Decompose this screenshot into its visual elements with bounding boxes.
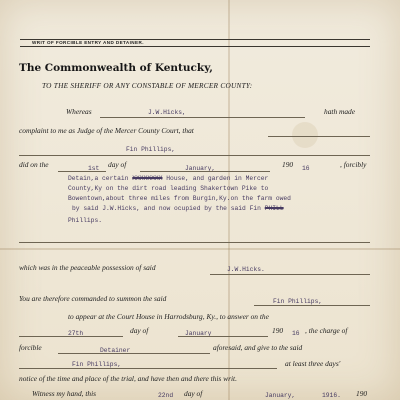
label-complaint: complaint to me as Judge of the Mercer County Court, that: [19, 126, 194, 135]
blank-complainant: [100, 117, 305, 118]
label-did-on-the: did on the: [19, 160, 49, 169]
blank-month: [140, 171, 270, 172]
field-hearing-month: January: [185, 330, 212, 337]
label-summon: You are therefore commanded to summon the said: [19, 294, 167, 303]
label-forcibly: , forcibly: [340, 160, 367, 169]
field-complainant: J.W.Hicks,: [148, 109, 186, 116]
field-year-suffix: 16: [302, 165, 310, 172]
label-possession: which was in the peaceable possession of said: [19, 263, 156, 272]
field-possessor: J.W.Hicks.: [227, 266, 265, 273]
form-caption: WRIT OF FORCIBLE ENTRY AND DETAINER.: [32, 39, 144, 45]
field-witness-month: January,: [265, 392, 296, 399]
description-line-2: County,Ky on the dirt road leading Shakertown Pike to: [68, 185, 269, 192]
field-month: January,: [185, 165, 216, 172]
label-day-of: day of: [108, 160, 127, 169]
field-notify: Fin Phillips,: [72, 361, 122, 368]
label-aforesaid: aforesaid, and give to the said: [213, 343, 303, 352]
blank-hearing-day: [19, 336, 123, 337]
field-hearing-year: 16: [292, 330, 300, 337]
blank-complaint-end: [268, 136, 370, 137]
label-year-prefix-2: 190: [272, 326, 284, 335]
fold-crease-horizontal: [0, 248, 400, 250]
label-whereas: Whereas: [66, 107, 92, 116]
blank-day: [58, 171, 106, 172]
field-witness-year: 1916.: [322, 392, 341, 399]
form-subtitle: TO THE SHERIFF OR ANY CONSTABLE OF MERCER COUNTY:: [42, 81, 253, 90]
label-notice: notice of the time and place of the trial, and have then and there this writ.: [19, 374, 237, 383]
label-day-of-2: day of: [130, 326, 149, 335]
field-witness-day: 22nd: [158, 392, 174, 399]
label-charge-of: , the charge of: [305, 326, 348, 335]
label-forcible: forcible: [19, 343, 42, 352]
blank-notify: [19, 368, 277, 369]
field-charge: Detainer: [100, 347, 131, 354]
label-year-prefix-3: 190: [356, 389, 368, 398]
blank-description-end: [19, 242, 370, 243]
paper-stain: [292, 122, 318, 148]
blank-charge: [58, 353, 210, 354]
field-defendant: Fin Phillips,: [126, 146, 176, 153]
description-line-4: by said J.W.Hicks, and now ocupied by the said Fin PHILL: [72, 205, 284, 212]
label-three-days: at least three days': [285, 359, 341, 368]
field-summoned: Fin Phillips,: [273, 298, 323, 305]
blank-possessor: [210, 274, 370, 275]
blank-defendant: [19, 155, 370, 156]
description-line-3: Bowentown,about three miles from Burgin,Ky.on the farm owed: [68, 195, 291, 202]
field-hearing-day: 27th: [68, 330, 84, 337]
header-rule-bottom: [20, 46, 370, 47]
description-line-1: Detain,a certain XXXXXXXX House, and garden in Mercer: [68, 175, 269, 182]
form-title: The Commonwealth of Kentucky,: [19, 62, 213, 74]
description-line-5: Phillips.: [68, 217, 103, 224]
label-court-house: to appear at the Court House in Harrodsburg, Ky., to answer on the: [68, 312, 269, 321]
field-day: 1st: [88, 165, 100, 172]
label-year-prefix: 190: [282, 160, 294, 169]
blank-summoned: [254, 305, 370, 306]
label-day-of-3: day of: [184, 389, 203, 398]
label-hath-made: hath made: [324, 107, 355, 116]
blank-hearing-month: [178, 336, 268, 337]
label-witness: Witness my hand, this: [32, 389, 97, 398]
